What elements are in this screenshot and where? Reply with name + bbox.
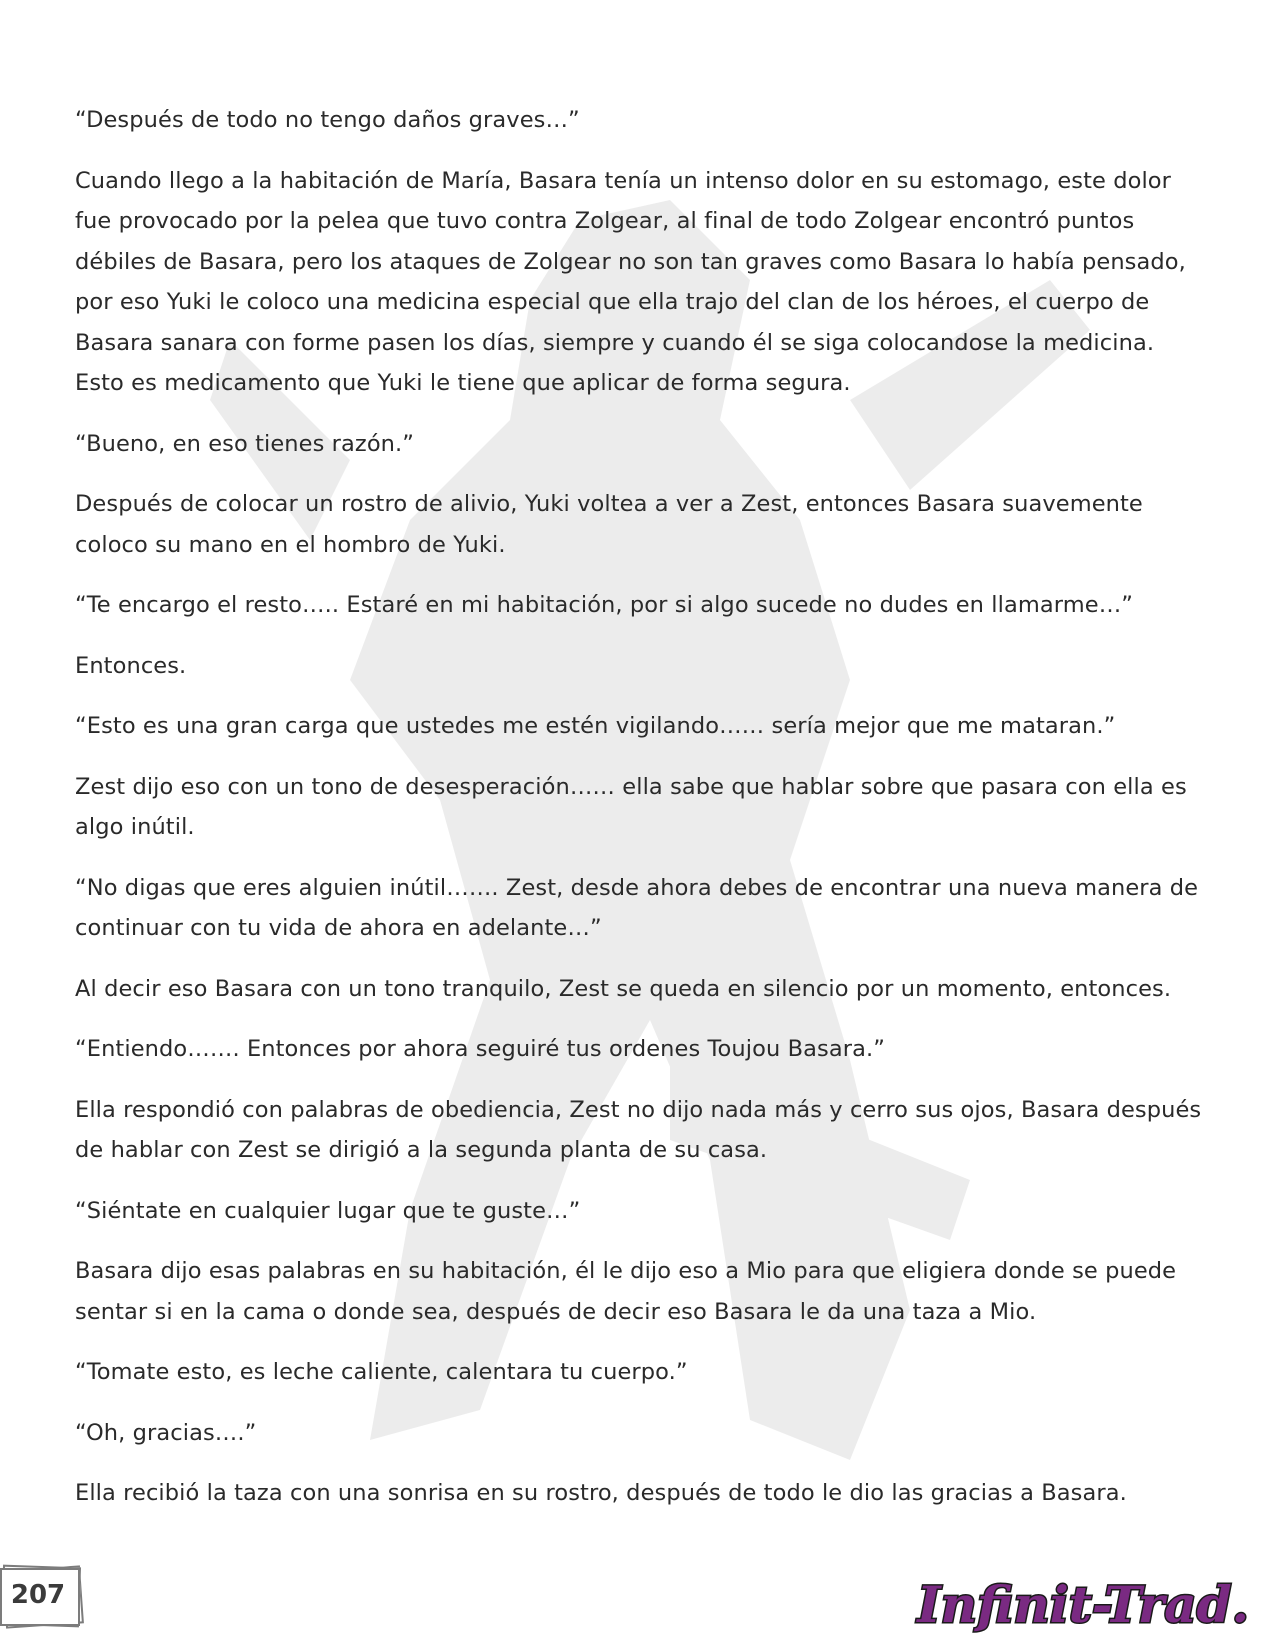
document-body: [75, 100, 1205, 1534]
paragraph: Ella respondió con palabras de obediencia, Zest no dijo nada más y cerro sus ojos, Basara después de hablar con Zest se dirigió a la segunda planta de su casa.: [75, 1096, 1202, 1163]
paragraph: Al decir eso Basara con un tono tranquilo, Zest se queda en silencio por un momento, entonces.: [75, 975, 1172, 1002]
paragraph: “Oh, gracias….”: [75, 1419, 257, 1446]
page-number-badge: [0, 1562, 82, 1628]
paragraph: “Esto es una gran carga que ustedes me estén vigilando…… sería mejor que me mataran.”: [75, 713, 1116, 739]
paragraph: “Siéntate en cualquier lugar que te guste…”: [75, 1197, 581, 1224]
logo-text: Infinit-Trad.: [917, 1575, 1249, 1634]
paragraph: “Tomate esto, es leche caliente, calentara tu cuerpo.”: [75, 1359, 688, 1385]
page-number: 207: [10, 1580, 66, 1610]
paragraph: Ella recibió la taza con una sonrisa en su rostro, después de todo le dio las gracias a Basara.: [75, 1480, 1127, 1506]
paragraph: Basara dijo esas palabras en su habitación, él le dijo eso a Mio para que eligiera donde se puede sentar si en la cama o donde sea, después de decir eso Basara le da una taza a Mio.: [75, 1258, 1177, 1325]
paragraph: “No digas que eres alguien inútil……. Zest, desde ahora debes de encontrar una nueva manera de continuar con tu vida de ahora en adelante…”: [75, 874, 1199, 941]
paragraph: “Bueno, en eso tienes razón.”: [75, 430, 415, 457]
infinit-trad-logo: [877, 1560, 1257, 1640]
paragraph: Después de colocar un rostro de alivio, Yuki voltea a ver a Zest, entonces Basara suavemente coloco su mano en el hombro de Yuki.: [75, 491, 1143, 558]
paragraph: “Te encargo el resto….. Estaré en mi habitación, por si algo sucede no dudes en llamarme…”: [75, 592, 1134, 618]
paragraph: Zest dijo eso con un tono de desesperación…… ella sabe que hablar sobre que pasara con ella es algo inútil.: [75, 773, 1187, 840]
paragraph: “Entiendo……. Entonces por ahora seguiré tus ordenes Toujou Basara.”: [75, 1036, 885, 1062]
paragraph: Entonces.: [75, 652, 187, 679]
paragraph: “Después de todo no tengo daños graves…”: [75, 107, 580, 133]
paragraph: Cuando llego a la habitación de María, Basara tenía un intenso dolor en su estomago, este dolor fue provocado por la pelea que tuvo contra Zolgear, al final de todo Zolgear encontró puntos débiles de Basara, pero los ataques de Zolgear no son tan graves como Basara lo había pensado, por eso Yuki le coloco una medicina especial que ella trajo del clan de los héroes, el cuerpo de Basara sanara con forme pasen los días, siempre y cuando él se siga colocandose la medicina. Esto es medicamento que Yuki le tiene que aplicar de forma segura.: [75, 167, 1186, 396]
